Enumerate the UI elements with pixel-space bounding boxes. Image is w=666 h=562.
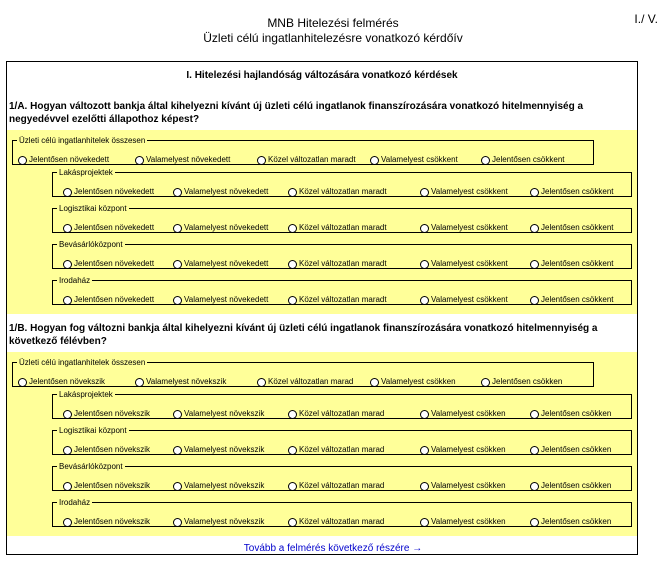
- option-label: Jelentősen növekszik: [29, 377, 106, 386]
- q1a-option-1-1[interactable]: [173, 187, 268, 197]
- option-label: Jelentősen növekszik: [74, 481, 151, 490]
- q1a-group-1: [52, 168, 632, 197]
- next-section-link[interactable]: Tovább a felmérés következő részére →: [243, 543, 423, 554]
- q1b-option-4-4[interactable]: [530, 517, 611, 527]
- q1b-option-3-1[interactable]: [173, 481, 264, 491]
- q1a-option-0-0[interactable]: [18, 155, 109, 165]
- radio-button[interactable]: [257, 156, 266, 165]
- radio-button[interactable]: [370, 378, 379, 387]
- q1b-option-0-1[interactable]: [135, 377, 226, 387]
- q1a-option-4-0[interactable]: [63, 295, 154, 305]
- radio-button[interactable]: [288, 410, 297, 419]
- option-label: Valamelyest növekszik: [184, 517, 265, 526]
- q1b-option-3-4[interactable]: [530, 481, 611, 491]
- radio-button[interactable]: [420, 446, 429, 455]
- option-label: Jelentősen csökkent: [541, 223, 614, 232]
- radio-button[interactable]: [530, 410, 539, 419]
- radio-button[interactable]: [173, 260, 182, 269]
- q1a-option-3-4[interactable]: [530, 259, 614, 269]
- option-label: Közel változatlan marad: [299, 445, 385, 454]
- option-label: Jelentősen növekszik: [74, 409, 151, 418]
- q1b-group-label: Logisztikai központ: [59, 426, 127, 435]
- option-label: Közel változatlan maradt: [299, 223, 387, 232]
- radio-button[interactable]: [63, 188, 72, 197]
- option-label: Valamelyest csökkent: [431, 223, 508, 232]
- radio-button[interactable]: [481, 156, 490, 165]
- q1b-option-3-0[interactable]: [63, 481, 150, 491]
- radio-button[interactable]: [63, 260, 72, 269]
- q1b-option-1-0[interactable]: [63, 409, 150, 419]
- radio-button[interactable]: [173, 446, 182, 455]
- q1a-question-text: 1/A. Hogyan változott bankja által kihelyezni kívánt új üzleti célú ingatlanok finanszírozására vonatkozó hitelmennyiség a negyedévvel ezelőtti állapothoz képest?: [9, 101, 584, 125]
- q1b-group-2: [52, 426, 632, 455]
- q1a-option-1-3[interactable]: [420, 187, 508, 197]
- radio-button[interactable]: [288, 482, 297, 491]
- option-label: Jelentősen növekedett: [74, 223, 155, 232]
- radio-button[interactable]: [530, 260, 539, 269]
- option-label: Valamelyest növekszik: [146, 377, 227, 386]
- radio-button[interactable]: [63, 518, 72, 527]
- radio-button[interactable]: [420, 410, 429, 419]
- option-label: Valamelyest csökkent: [431, 259, 508, 268]
- radio-button[interactable]: [370, 156, 379, 165]
- q1b-option-0-4[interactable]: [481, 377, 562, 387]
- q1b-group-label: Bevásárlóközpont: [59, 462, 123, 471]
- radio-button[interactable]: [173, 518, 182, 527]
- survey-form-frame: [6, 61, 638, 555]
- q1a-option-2-4[interactable]: [530, 223, 614, 233]
- option-label: Valamelyest csökken: [381, 377, 456, 386]
- option-label: Valamelyest növekszik: [184, 481, 265, 490]
- radio-button[interactable]: [420, 260, 429, 269]
- option-label: Jelentősen csökkent: [541, 259, 614, 268]
- q1a-group-label: Logisztikai központ: [59, 204, 127, 213]
- q1b-group-4: [52, 498, 632, 527]
- radio-button[interactable]: [481, 378, 490, 387]
- radio-button[interactable]: [63, 482, 72, 491]
- q1b-option-4-3[interactable]: [420, 517, 506, 527]
- q1a-option-1-2[interactable]: [288, 187, 387, 197]
- q1a-option-3-1[interactable]: [173, 259, 268, 269]
- q1a-option-3-2[interactable]: [288, 259, 387, 269]
- radio-button[interactable]: [135, 378, 144, 387]
- radio-button[interactable]: [63, 224, 72, 233]
- q1b-option-1-2[interactable]: [288, 409, 384, 419]
- option-label: Valamelyest csökkent: [431, 187, 508, 196]
- option-label: Valamelyest csökken: [431, 409, 506, 418]
- q1a-option-4-1[interactable]: [173, 295, 268, 305]
- option-label: Valamelyest csökken: [431, 481, 506, 490]
- q1b-option-4-2[interactable]: [288, 517, 384, 527]
- option-label: Közel változatlan marad: [299, 409, 385, 418]
- option-label: Valamelyest növekedett: [184, 223, 269, 232]
- q1b-group-0: [12, 358, 594, 387]
- radio-button[interactable]: [530, 482, 539, 491]
- q1a-option-0-2[interactable]: [257, 155, 356, 165]
- radio-button[interactable]: [63, 296, 72, 305]
- option-label: Közel változatlan marad: [299, 517, 385, 526]
- q1a-option-0-1[interactable]: [135, 155, 230, 165]
- q1a-group-4: [52, 276, 632, 305]
- option-label: Jelentősen csökkent: [541, 295, 614, 304]
- option-label: Jelentősen csökken: [541, 517, 612, 526]
- radio-button[interactable]: [288, 224, 297, 233]
- radio-button[interactable]: [420, 296, 429, 305]
- q1a-option-2-0[interactable]: [63, 223, 154, 233]
- option-label: Valamelyest csökken: [431, 517, 506, 526]
- q1b-option-0-2[interactable]: [257, 377, 353, 387]
- option-label: Valamelyest növekedett: [184, 295, 269, 304]
- radio-button[interactable]: [173, 224, 182, 233]
- q1a-option-2-1[interactable]: [173, 223, 268, 233]
- q1a-option-3-0[interactable]: [63, 259, 154, 269]
- option-label: Valamelyest növekedett: [184, 187, 269, 196]
- option-label: Jelentősen növekedett: [74, 259, 155, 268]
- option-label: Valamelyest csökkent: [381, 155, 458, 164]
- option-label: Valamelyest csökken: [431, 445, 506, 454]
- q1a-option-4-2[interactable]: [288, 295, 387, 305]
- q1b-option-2-3[interactable]: [420, 445, 506, 455]
- q1a-answer-area: [7, 130, 637, 314]
- q1b-option-2-0[interactable]: [63, 445, 150, 455]
- q1a-option-1-4[interactable]: [530, 187, 614, 197]
- q1b-option-0-3[interactable]: [370, 377, 456, 387]
- q1a-group-3: [52, 240, 632, 269]
- radio-button[interactable]: [530, 296, 539, 305]
- option-label: Közel változatlan maradt: [299, 295, 387, 304]
- radio-button[interactable]: [420, 188, 429, 197]
- option-label: Közel változatlan maradt: [299, 187, 387, 196]
- radio-button[interactable]: [257, 378, 266, 387]
- radio-button[interactable]: [18, 378, 27, 387]
- option-label: Jelentősen növekedett: [74, 295, 155, 304]
- radio-button[interactable]: [63, 446, 72, 455]
- radio-button[interactable]: [173, 296, 182, 305]
- radio-button[interactable]: [135, 156, 144, 165]
- option-label: Jelentősen csökken: [541, 409, 612, 418]
- q1a-option-1-0[interactable]: [63, 187, 154, 197]
- radio-button[interactable]: [288, 260, 297, 269]
- radio-button[interactable]: [530, 224, 539, 233]
- radio-button[interactable]: [288, 446, 297, 455]
- option-label: Jelentősen csökkent: [492, 155, 565, 164]
- q1b-option-4-1[interactable]: [173, 517, 264, 527]
- option-label: Jelentősen csökken: [541, 481, 612, 490]
- q1b-option-4-0[interactable]: [63, 517, 150, 527]
- q1b-option-3-2[interactable]: [288, 481, 384, 491]
- q1b-option-2-4[interactable]: [530, 445, 611, 455]
- q1b-option-3-3[interactable]: [420, 481, 506, 491]
- radio-button[interactable]: [420, 224, 429, 233]
- q1b-option-2-2[interactable]: [288, 445, 384, 455]
- radio-button[interactable]: [173, 410, 182, 419]
- q1a-option-4-3[interactable]: [420, 295, 508, 305]
- option-label: Közel változatlan maradt: [299, 259, 387, 268]
- survey-title: MNB Hitelezési felmérés: [267, 16, 399, 30]
- option-label: Jelentősen csökken: [541, 445, 612, 454]
- q1b-option-1-3[interactable]: [420, 409, 506, 419]
- option-label: Valamelyest növekszik: [184, 409, 265, 418]
- q1a-group-2: [52, 204, 632, 233]
- q1a-group-label: Lakásprojektek: [59, 168, 113, 177]
- q1a-option-2-2[interactable]: [288, 223, 387, 233]
- option-label: Jelentősen növekszik: [74, 517, 151, 526]
- option-label: Jelentősen növekedett: [74, 187, 155, 196]
- option-label: Valamelyest csökkent: [431, 295, 508, 304]
- option-label: Jelentősen növekedett: [29, 155, 110, 164]
- q1b-group-1: [52, 390, 632, 419]
- q1a-option-0-4[interactable]: [481, 155, 565, 165]
- q1b-option-1-1[interactable]: [173, 409, 264, 419]
- option-label: Jelentősen növekszik: [74, 445, 151, 454]
- option-label: Jelentősen csökken: [492, 377, 563, 386]
- q1a-group-label: Üzleti célú ingatlanhitelek összesen: [19, 136, 146, 145]
- q1b-group-label: Irodaház: [59, 498, 91, 507]
- q1a-group-label: Irodaház: [59, 276, 91, 285]
- page-number: I./ V.: [634, 12, 658, 26]
- q1b-group-label: Lakásprojektek: [59, 390, 113, 399]
- radio-button[interactable]: [173, 188, 182, 197]
- radio-button[interactable]: [18, 156, 27, 165]
- option-label: Valamelyest növekedett: [184, 259, 269, 268]
- option-label: Közel változatlan marad: [268, 377, 354, 386]
- survey-subtitle: Üzleti célú ingatlanhitelezésre vonatkozó kérdőív: [203, 31, 463, 45]
- option-label: Valamelyest növekszik: [184, 445, 265, 454]
- q1a-group-label: Bevásárlóközpont: [59, 240, 123, 249]
- radio-button[interactable]: [63, 410, 72, 419]
- radio-button[interactable]: [288, 188, 297, 197]
- q1a-option-4-4[interactable]: [530, 295, 614, 305]
- q1b-question-text: 1/B. Hogyan fog változni bankja által kihelyezni kívánt új üzleti célú ingatlanok finanszírozására vonatkozó hitelmennyiség a következő félévben?: [9, 323, 598, 347]
- q1a-option-0-3[interactable]: [370, 155, 458, 165]
- q1a-group-0: [12, 136, 594, 165]
- radio-button[interactable]: [530, 188, 539, 197]
- option-label: Közel változatlan maradt: [268, 155, 356, 164]
- q1b-answer-area: [7, 352, 637, 536]
- section-title: I. Hitelezési hajlandóság változására vonatkozó kérdések: [186, 70, 458, 81]
- q1b-group-3: [52, 462, 632, 491]
- q1b-option-0-0[interactable]: [18, 377, 105, 387]
- radio-button[interactable]: [530, 446, 539, 455]
- radio-button[interactable]: [420, 518, 429, 527]
- q1b-option-2-1[interactable]: [173, 445, 264, 455]
- radio-button[interactable]: [420, 482, 429, 491]
- radio-button[interactable]: [530, 518, 539, 527]
- option-label: Közel változatlan marad: [299, 481, 385, 490]
- radio-button[interactable]: [288, 296, 297, 305]
- q1a-option-3-3[interactable]: [420, 259, 508, 269]
- option-label: Valamelyest növekedett: [146, 155, 231, 164]
- radio-button[interactable]: [288, 518, 297, 527]
- option-label: Jelentősen csökkent: [541, 187, 614, 196]
- q1a-option-2-3[interactable]: [420, 223, 508, 233]
- q1b-option-1-4[interactable]: [530, 409, 611, 419]
- radio-button[interactable]: [173, 482, 182, 491]
- q1b-group-label: Üzleti célú ingatlanhitelek összesen: [19, 358, 146, 367]
